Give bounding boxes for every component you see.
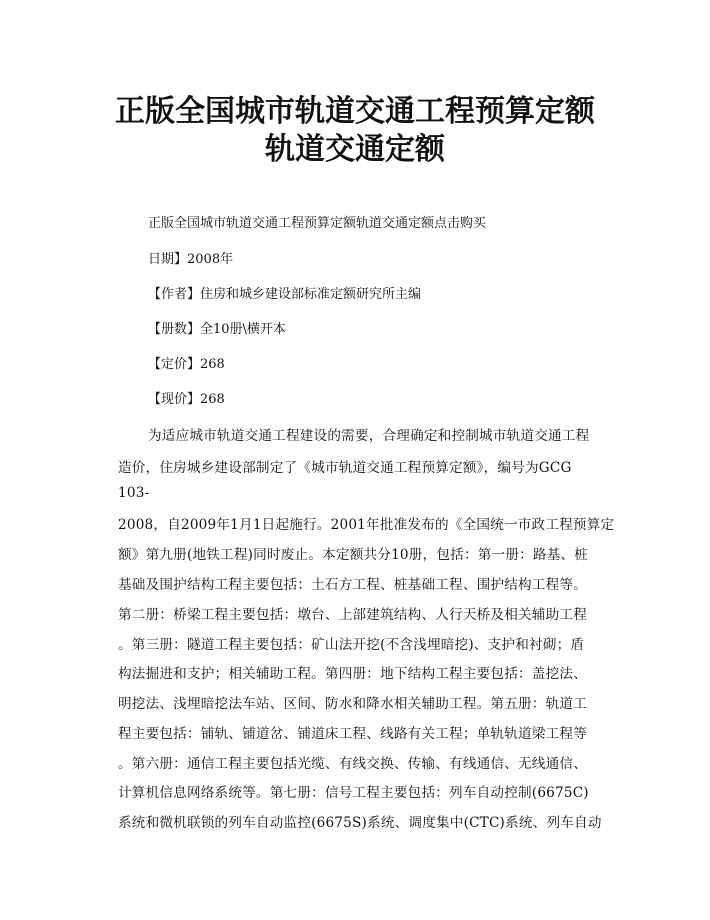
body-text-line: 造价，住房城乡建设部制定了《城市轨道交通工程预算定额》，编号为GCG — [118, 460, 572, 476]
author-info: 【作者】住房和城乡建设部标准定额研究所主编 — [148, 287, 422, 302]
publish-date: 日期】2008年 — [148, 252, 234, 267]
body-text-line: 第二册：桥梁工程主要包括：墩台、上部建筑结构、人行天桥及相关辅助工程 — [118, 607, 587, 623]
body-text-line: 明挖法、浅埋暗挖法车站、区间、防水和降水相关辅助工程。第五册：轨道工 — [118, 696, 587, 712]
document-title-line-2: 轨道交通定额 — [265, 132, 445, 167]
body-text-line: 2008，自2009年1月1日起施行。2001年批准发布的《全国统一市政工程预算定 — [118, 517, 615, 533]
body-text-line: 系统和微机联锁的列车自动监控(6675S)系统、调度集中(CTC)系统、列车自动 — [118, 815, 602, 831]
volume-count: 【册数】全10册\横开本 — [148, 322, 286, 337]
body-text-line: 为适应城市轨道交通工程建设的需要，合理确定和控制城市轨道交通工程 — [148, 428, 590, 444]
body-text-line: 103- — [118, 485, 150, 501]
list-price: 【定价】268 — [148, 357, 225, 372]
body-text-line: 额》第九册(地铁工程)同时废止。本定额共分10册，包括：第一册：路基、桩 — [118, 547, 589, 563]
body-text-line: 。第三册：隧道工程主要包括：矿山法开挖(不含浅埋暗挖)、支护和衬砌；盾 — [118, 637, 585, 653]
body-text-line: 基础及围护结构工程主要包括：土石方工程、桩基础工程、围护结构工程等。 — [118, 577, 587, 593]
body-text-line: 计算机信息网络系统等。第七册：信号工程主要包括：列车自动控制(6675C) — [118, 785, 589, 801]
document-title-line-1: 正版全国城市轨道交通工程预算定额 — [115, 94, 595, 129]
current-price: 【现价】268 — [148, 392, 225, 407]
body-text-line: 构法掘进和支护；相关辅助工程。第四册：地下结构工程主要包括：盖挖法、 — [118, 666, 587, 682]
intro-purchase-line: 正版全国城市轨道交通工程预算定额轨道交通定额点击购买 — [148, 216, 487, 231]
body-text-line: 程主要包括：铺轨、铺道岔、铺道床工程、线路有关工程；单轨轨道梁工程等 — [118, 726, 587, 742]
body-text-line: 。第六册：通信工程主要包括光缆、有线交换、传输、有线通信、无线通信、 — [118, 756, 587, 772]
